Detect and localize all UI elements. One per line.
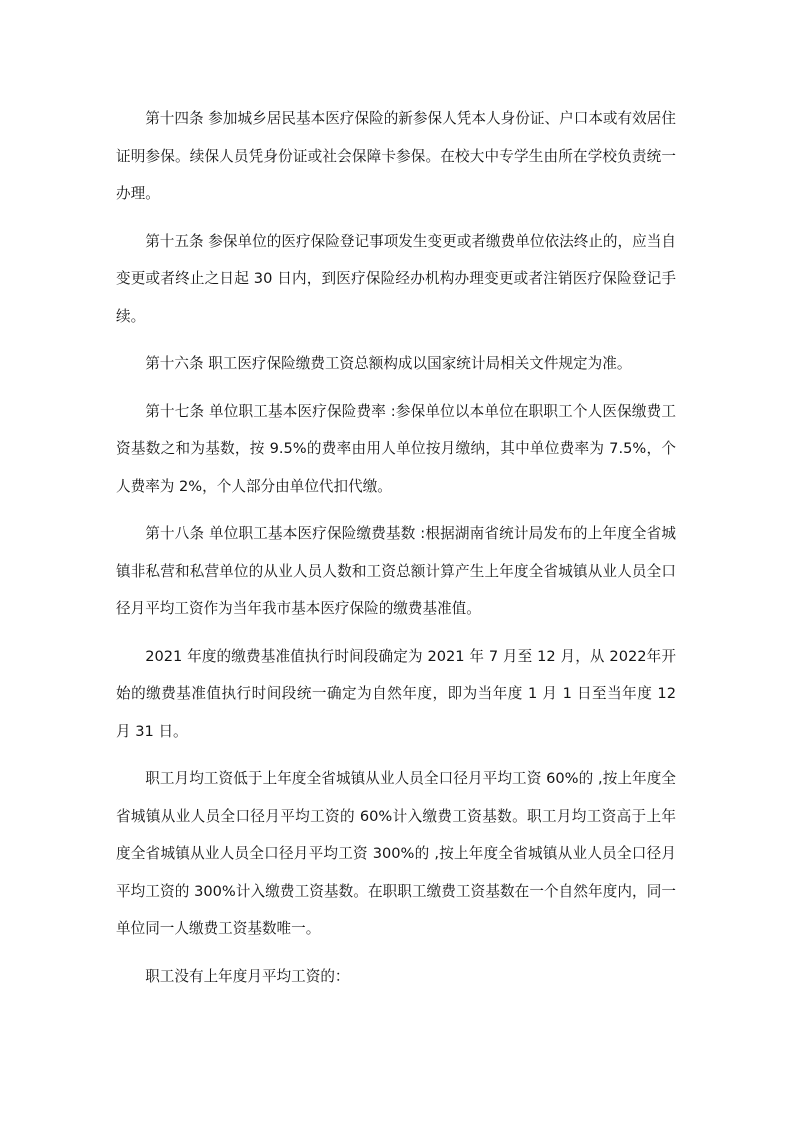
document-page [116,100,676,1005]
wage-limits-paragraph: 职工月均工资低于上年度全省城镇从业人员全口径月平均工资 60%的 ,按上年度全省城镇从业人员全口径月平均工资的 60%计入缴费工资基数。职工月均工资高于上年度全省城镇从业人员全口径月平均工资 300%的 ,按上年度全省城镇从业人员全口径月平均工资的 300%计入缴费工资基数。在职职工缴费工资基数在一个自然年度内，同一单位同一人缴费工资基数唯一。 [116,770,676,937]
baseline-period-paragraph: 2021 年度的缴费基准值执行时间段确定为 2021 年 7 月至 12 月，从 2022年开始的缴费基准值执行时间段统一确定为自然年度，即为当年度 1 月 1 日至当年度 12 月 31 日。 [116,647,676,740]
article-14-paragraph: 第十四条 参加城乡居民基本医疗保险的新参保人凭本人身份证、户口本或有效居住证明参保。续保人员凭身份证或社会保障卡参保。在校大中专学生由所在学校负责统一办理。 [116,110,676,202]
no-previous-wage-paragraph: 职工没有上年度月平均工资的： [145,967,350,985]
article-15-paragraph: 第十五条 参保单位的医疗保险登记事项发生变更或者缴费单位依法终止的，应当自变更或者终止之日起 30 日内，到医疗保险经办机构办理变更或者注销医疗保险登记手续。 [116,232,676,325]
article-16-paragraph: 第十六条 职工医疗保险缴费工资总额构成以国家统计局相关文件规定为准。 [145,355,632,372]
article-18-paragraph: 第十八条 单位职工基本医疗保险缴费基数 :根据湖南省统计局发布的上年度全省城镇非私营和私营单位的从业人员人数和工资总额计算产生上年度全省城镇从业人员全口径月平均工资作为当年我市基本医疗保险的缴费基准值。 [116,525,676,617]
article-17-paragraph: 第十七条 单位职工基本医疗保险费率 :参保单位以本单位在职职工个人医保缴费工资基数之和为基数，按 9.5%的费率由用人单位按月缴纳，其中单位费率为 7.5%，个人费率为 2%，个人部分由单位代扣代缴。 [116,402,676,495]
